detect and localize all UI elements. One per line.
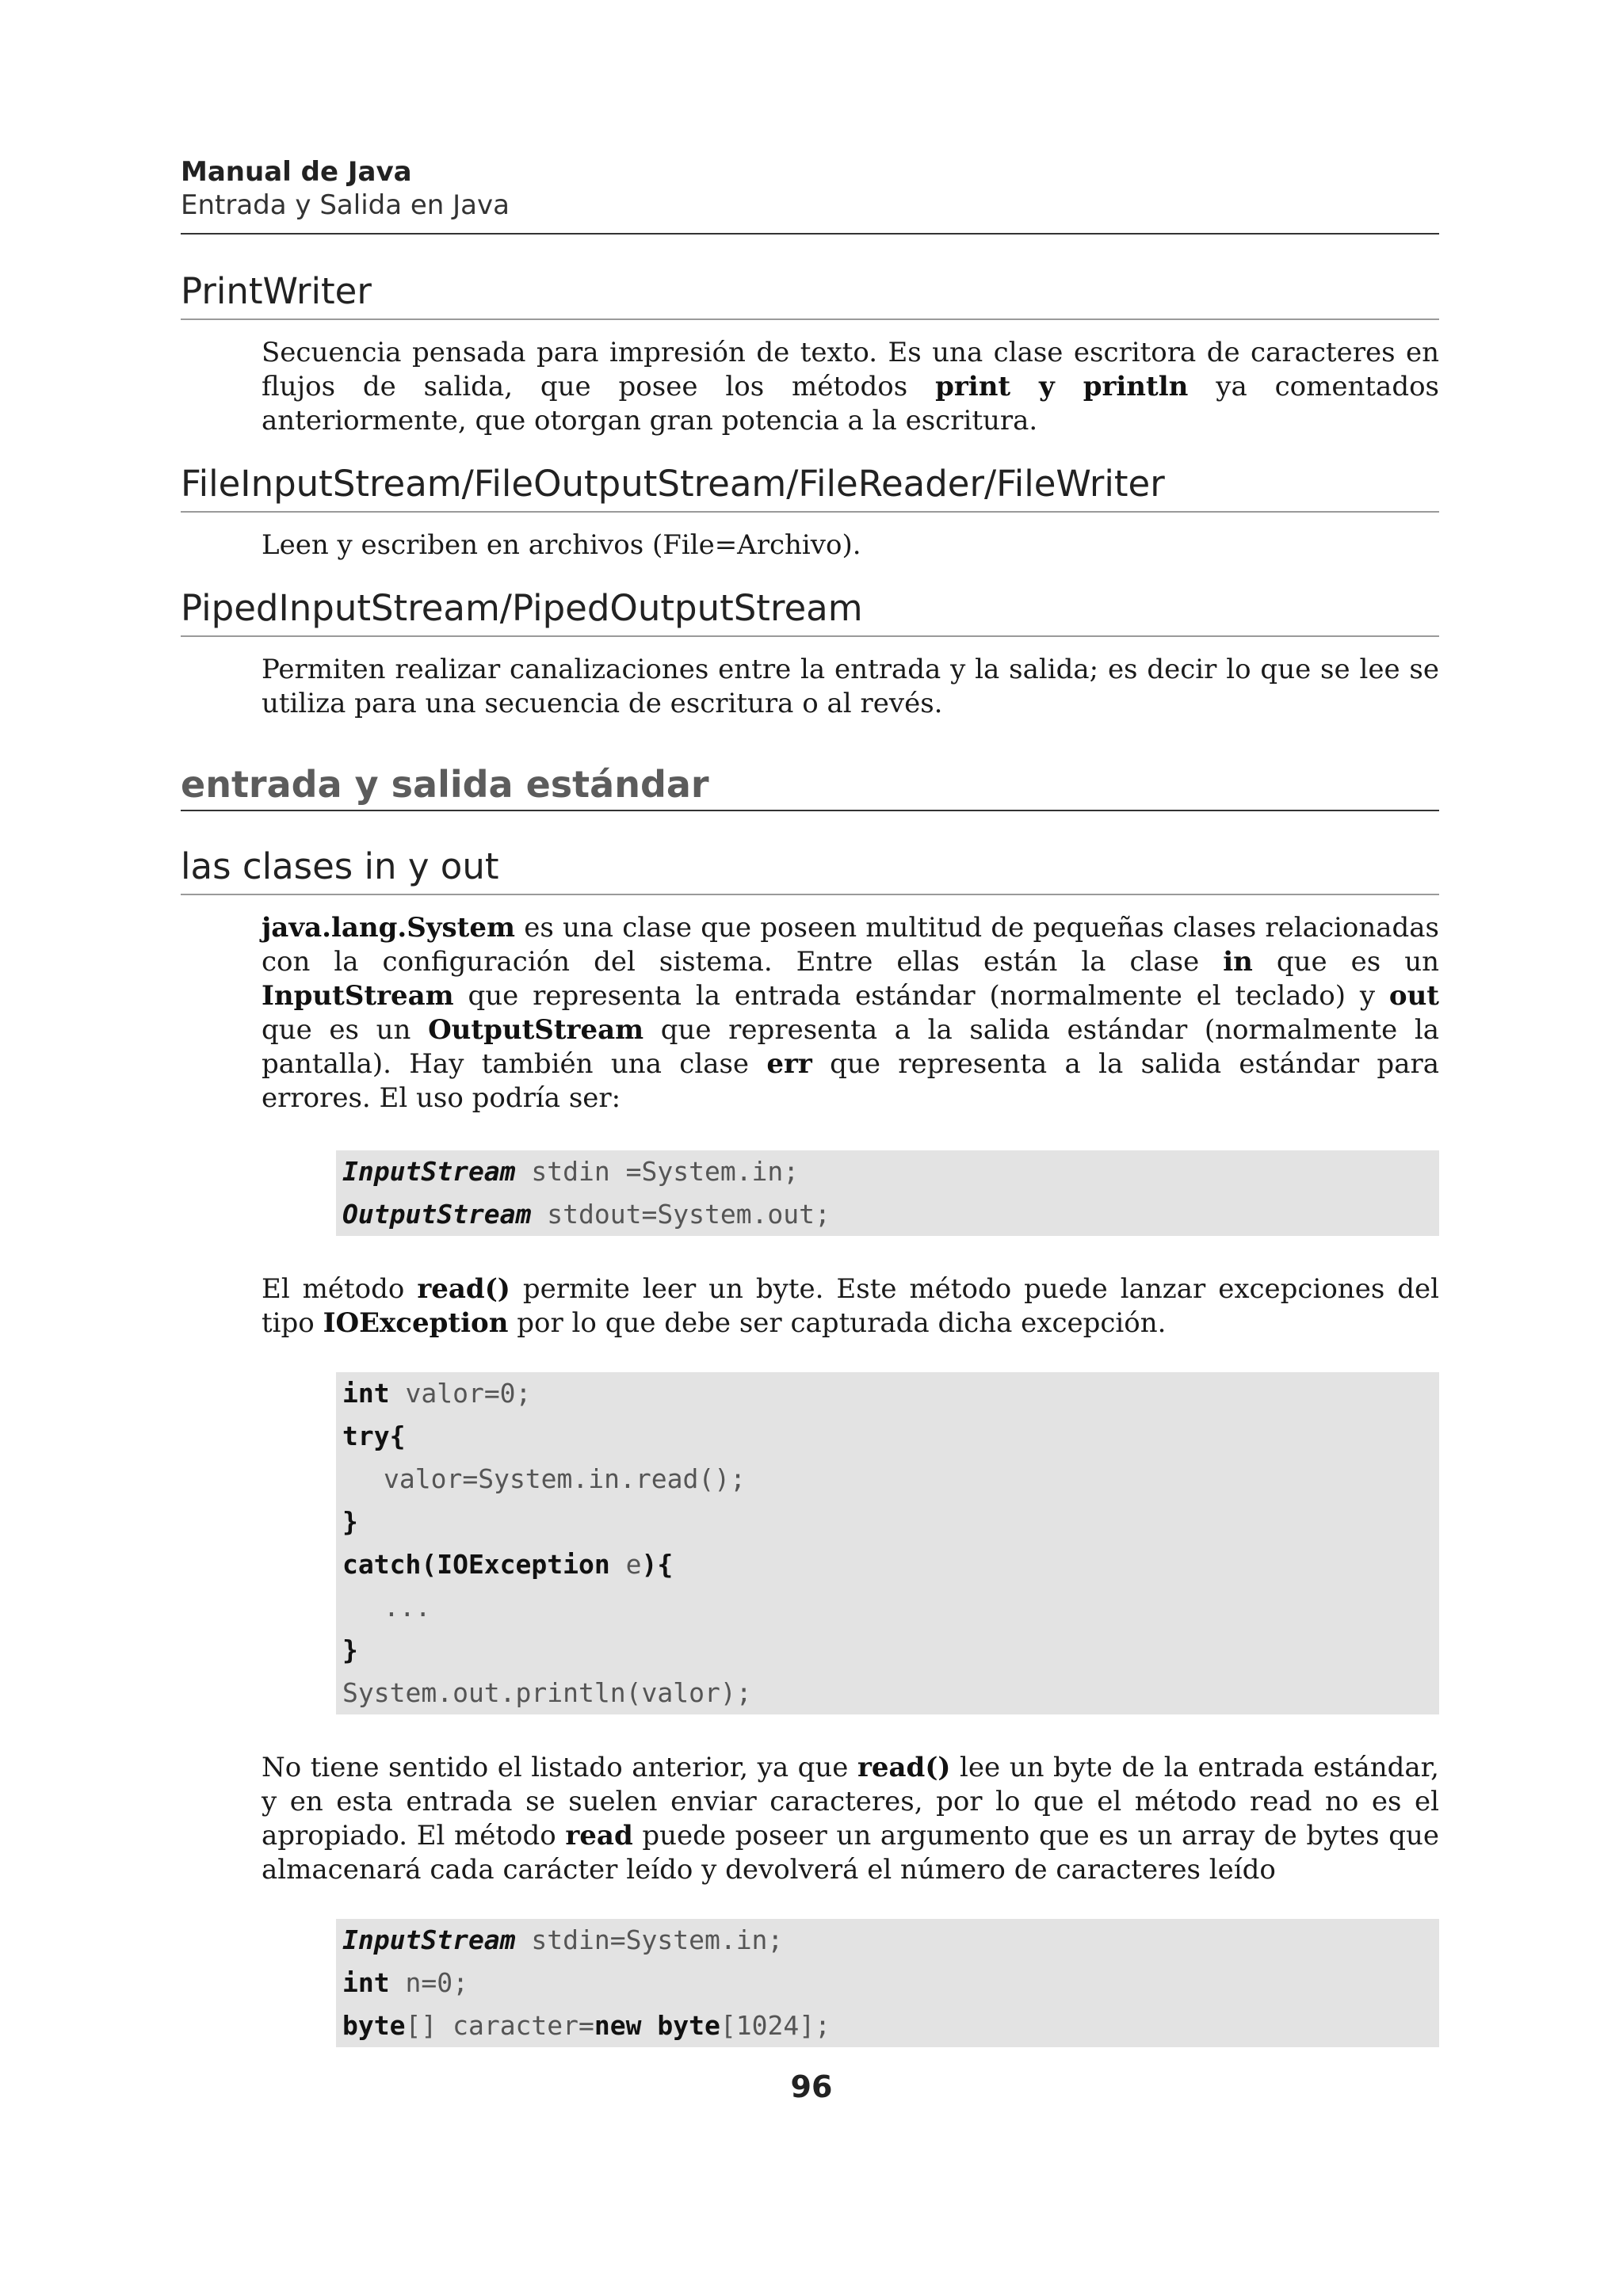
code-line: InputStream stdin =System.in;: [342, 1156, 800, 1187]
page-number: 96: [790, 2069, 833, 2104]
running-header: [181, 155, 1439, 235]
code-line: InputStream stdin=System.in;: [342, 1924, 784, 1955]
code-line: catch(IOException e){: [342, 1549, 674, 1580]
header-title: Manual de Java: [181, 156, 412, 188]
section-heading-standard-io: entrada y salida estándar: [181, 762, 1439, 811]
paragraph-printwriter: Secuencia pensada para impresión de texto. Es una clase escritora de caracteres en flujos de salida, que posee los métodos print y println ya comentados anteriormente, que otorgan gran potencia a la escritura.: [262, 337, 1440, 437]
paragraph-in-out: java.lang.System es una clase que poseen multitud de pequeñas clases relacionadas con la configuración del sistema. Entre ellas están la clase in que es un InputStream que representa la entrada estándar (normalmente el teclado) y out que es un OutputStream que representa a la salida estándar (normalmente la pantalla). Hay también una clase err que representa a la salida estándar para errores. El uso podría ser:: [262, 912, 1439, 1114]
code-block-byte-array: [336, 1919, 1439, 2047]
page: [181, 155, 1439, 2047]
paragraph-file-streams: Leen y escriben en archivos (File=Archivo).: [262, 529, 861, 561]
code-line: System.out.println(valor);: [342, 1677, 752, 1708]
code-line: try{: [342, 1421, 406, 1451]
paragraph-piped-streams: Permiten realizar canalizaciones entre la entrada y la salida; es decir lo que se lee se utiliza para una secuencia de escritura o al revés.: [262, 654, 1439, 719]
heading-file-streams: FileInputStream/FileOutputStream/FileReader/FileWriter: [181, 463, 1439, 513]
code-line: byte[] caracter=new byte[1024];: [342, 2010, 831, 2041]
code-line: OutputStream stdout=System.out;: [342, 1199, 831, 1230]
code-block-try-catch: [336, 1372, 1439, 1714]
code-line: int valor=0;: [342, 1378, 532, 1409]
heading-printwriter: PrintWriter: [181, 271, 1439, 320]
code-line: int n=0;: [342, 1967, 468, 1998]
paragraph-read-method: El método read() permite leer un byte. Este método puede lanzar excepciones del tipo IOException por lo que debe ser capturada dicha excepción.: [262, 1273, 1439, 1339]
code-line: ...: [384, 1592, 431, 1623]
code-line: }: [342, 1634, 358, 1665]
heading-piped-streams: PipedInputStream/PipedOutputStream: [181, 588, 1439, 637]
code-block-streams: [336, 1150, 1439, 1236]
paragraph-read-array: No tiene sentido el listado anterior, ya que read() lee un byte de la entrada estándar, y en esta entrada se suelen enviar caracteres, por lo que el método read no es el apropiado. El método read puede poseer un argumento que es un array de bytes que almacenará cada carácter leído y devolverá el número de caracteres leído: [262, 1752, 1439, 1886]
header-rule: [181, 233, 1439, 235]
code-line: valor=System.in.read();: [384, 1463, 746, 1494]
header-subtitle: Entrada y Salida en Java: [181, 189, 510, 221]
code-line: }: [342, 1506, 358, 1537]
heading-in-out-classes: las clases in y out: [181, 846, 1439, 895]
